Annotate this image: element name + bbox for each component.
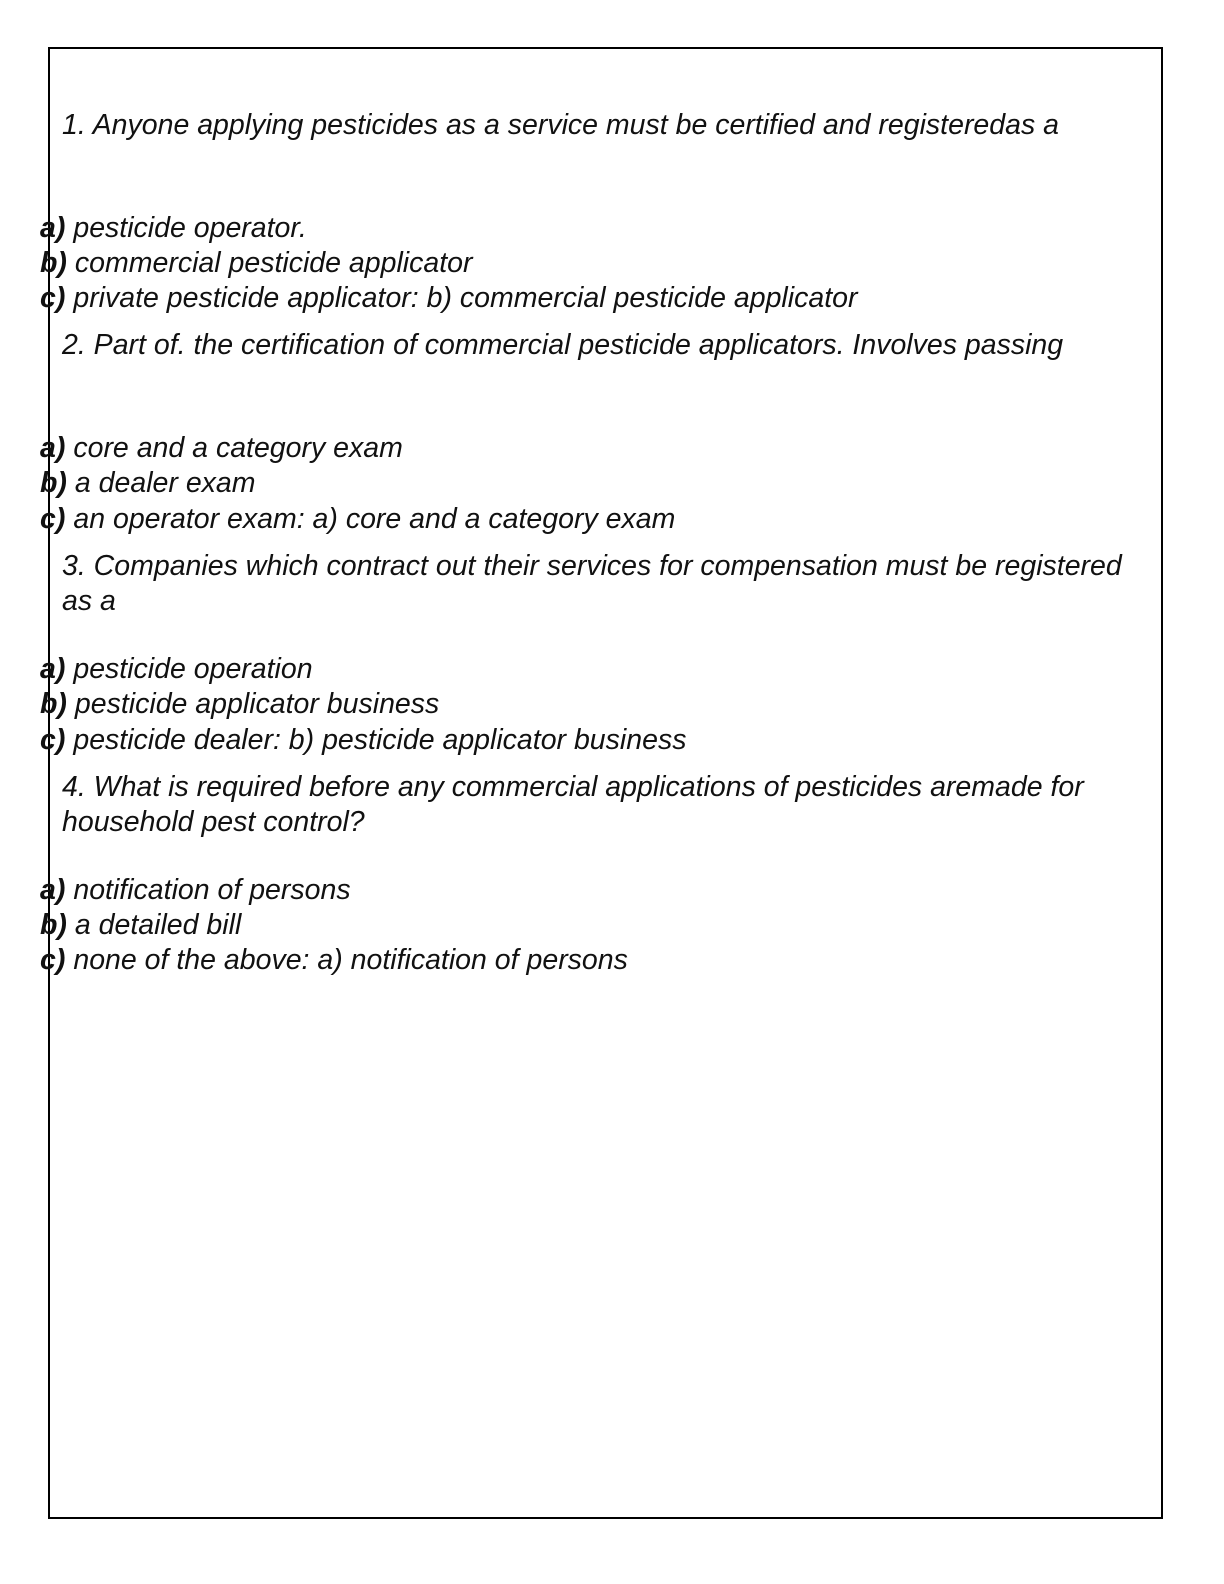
question-4-option-b	[40, 908, 1140, 943]
question-3-option-c	[40, 723, 1140, 758]
question-1-text: 1. Anyone applying pesticides as a service must be certified and registeredas a	[62, 109, 1059, 141]
question-2-option-b	[40, 466, 1140, 501]
question-2-option-c	[40, 502, 1140, 537]
option-letter: a)	[40, 432, 66, 464]
option-text: a dealer exam	[74, 467, 256, 499]
question-4-text: 4. What is required before any commercial applications of pesticides aremade for household pest control?	[62, 771, 1084, 838]
question-2-option-a	[40, 431, 1140, 466]
option-letter: c)	[40, 944, 66, 976]
option-text: core and a category exam	[73, 432, 403, 464]
option-text: none of the above: a) notification of persons	[73, 944, 628, 976]
option-letter: c)	[40, 724, 66, 756]
option-text: notification of persons	[73, 874, 351, 906]
option-text: pesticide dealer: b) pesticide applicator business	[73, 724, 687, 756]
option-letter: a)	[40, 653, 66, 685]
question-3-text: 3. Companies which contract out their services for compensation must be registered as a	[62, 550, 1122, 617]
question-1-option-c	[40, 281, 1140, 316]
question-4-option-a	[40, 873, 1140, 908]
question-1-option-b	[40, 246, 1140, 281]
option-text: a detailed bill	[74, 909, 242, 941]
option-text: pesticide operation	[73, 653, 313, 685]
question-3-option-a	[40, 652, 1140, 687]
option-letter: c)	[40, 282, 66, 314]
option-text: pesticide operator.	[73, 212, 307, 244]
option-letter: b)	[40, 467, 67, 499]
option-letter: b)	[40, 909, 67, 941]
option-text: private pesticide applicator: b) commercial pesticide applicator	[73, 282, 858, 314]
option-letter: a)	[40, 212, 66, 244]
question-3-option-b	[40, 687, 1140, 722]
option-letter: b)	[40, 247, 67, 279]
option-letter: a)	[40, 874, 66, 906]
question-1-option-a	[40, 211, 1140, 246]
question-4-option-c	[40, 943, 1140, 978]
question-2-text: 2. Part of. the certification of commercial pesticide applicators. Involves passing	[62, 329, 1064, 361]
option-letter: c)	[40, 503, 66, 535]
option-text: pesticide applicator business	[74, 688, 440, 720]
option-letter: b)	[40, 688, 67, 720]
option-text: commercial pesticide applicator	[74, 247, 473, 279]
option-text: an operator exam: a) core and a category exam	[73, 503, 676, 535]
